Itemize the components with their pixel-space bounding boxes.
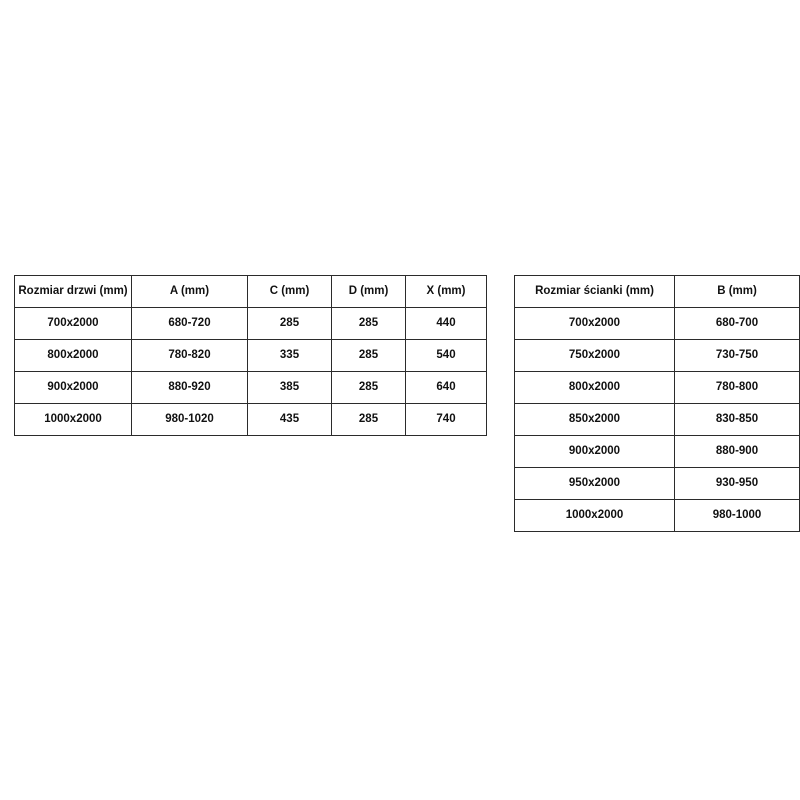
table-cell: 285 [332, 308, 406, 340]
table-cell: 750x2000 [515, 340, 675, 372]
table-row [15, 340, 487, 372]
table-header-row [515, 276, 800, 308]
table-row [515, 308, 800, 340]
table-cell: 880-920 [132, 372, 248, 404]
table-cell: 740 [406, 404, 487, 436]
column-header: B (mm) [675, 276, 800, 308]
table-row [515, 468, 800, 500]
table-cell: 680-700 [675, 308, 800, 340]
table-cell: 800x2000 [515, 372, 675, 404]
table-cell: 980-1000 [675, 500, 800, 532]
table-cell: 435 [248, 404, 332, 436]
table-cell: 830-850 [675, 404, 800, 436]
table-cell: 285 [248, 308, 332, 340]
table-header-row [15, 276, 487, 308]
table-cell: 1000x2000 [15, 404, 132, 436]
table-cell: 900x2000 [515, 436, 675, 468]
column-header: X (mm) [406, 276, 487, 308]
table-cell: 385 [248, 372, 332, 404]
shower-wall-size-table [514, 275, 800, 532]
table-cell: 730-750 [675, 340, 800, 372]
table-cell: 680-720 [132, 308, 248, 340]
table-cell: 980-1020 [132, 404, 248, 436]
table-row [515, 340, 800, 372]
table-row [515, 436, 800, 468]
table-cell: 335 [248, 340, 332, 372]
table-row [15, 404, 487, 436]
table-cell: 1000x2000 [515, 500, 675, 532]
table-cell: 440 [406, 308, 487, 340]
table-cell: 700x2000 [15, 308, 132, 340]
shower-door-size-table [14, 275, 487, 436]
table-cell: 285 [332, 372, 406, 404]
table-cell: 285 [332, 404, 406, 436]
column-header: C (mm) [248, 276, 332, 308]
table-cell: 700x2000 [515, 308, 675, 340]
table-cell: 780-800 [675, 372, 800, 404]
table-row [515, 500, 800, 532]
table-row [515, 404, 800, 436]
table-row [15, 308, 487, 340]
column-header: A (mm) [132, 276, 248, 308]
table-cell: 780-820 [132, 340, 248, 372]
column-header: Rozmiar drzwi (mm) [15, 276, 132, 308]
table-cell: 285 [332, 340, 406, 372]
table-cell: 540 [406, 340, 487, 372]
table-row [15, 372, 487, 404]
table-cell: 800x2000 [15, 340, 132, 372]
column-header: Rozmiar ścianki (mm) [515, 276, 675, 308]
table-cell: 640 [406, 372, 487, 404]
table-cell: 950x2000 [515, 468, 675, 500]
table-cell: 900x2000 [15, 372, 132, 404]
table-cell: 880-900 [675, 436, 800, 468]
table-cell: 850x2000 [515, 404, 675, 436]
table-cell: 930-950 [675, 468, 800, 500]
table-row [515, 372, 800, 404]
column-header: D (mm) [332, 276, 406, 308]
